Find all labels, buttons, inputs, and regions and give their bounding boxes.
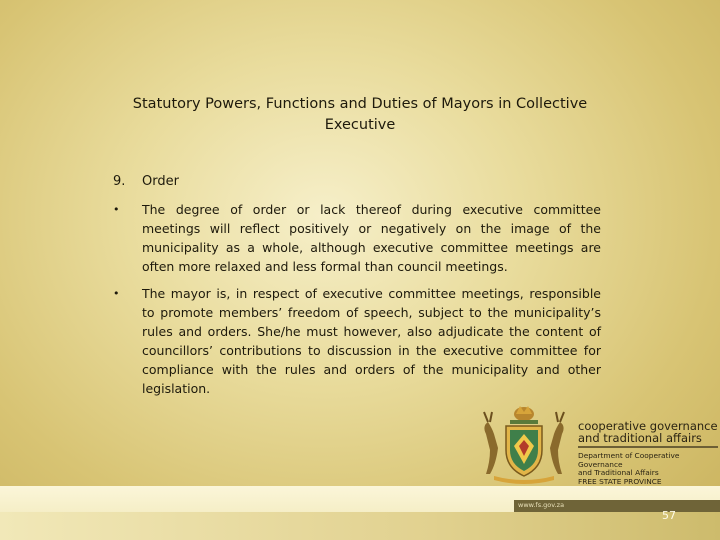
brand-line-2: and traditional affairs [578,431,702,445]
website-url: www.fs.gov.za [518,501,565,509]
section-title: Order [142,174,179,189]
bullet-item [113,284,601,398]
bullet-text: The mayor is, in respect of executive committee meetings, responsible to promote members’ freedom of speech, subject to the municipality’s rules and orders. She/he must however, also adjudicate the content of councillors’ contributions to discussion in the executive committee for compliance with the rules and orders of the municipality and other legislation. [142,286,601,396]
bullet-marker: • [113,287,120,300]
footer-strip [0,512,720,540]
bullet-text: The degree of order or lack thereof during executive committee meetings will reflect positively or negatively on the image of the municipality as a whole, although executive committee meetings are often more relaxed and less formal than council meetings. [142,202,601,274]
free-state-coat-of-arms-icon [476,404,572,484]
department-line-2: and Traditional Affairs [578,468,659,477]
slide-title: Statutory Powers, Functions and Duties of Mayors in Collective Executive [132,96,588,133]
department-logo [476,404,720,484]
bullet-item [113,200,601,276]
department-text [578,452,720,486]
department-line-3: FREE STATE PROVINCE [578,476,662,486]
brand-divider [578,446,718,448]
bullet-marker: • [113,203,120,216]
brand-line-1: cooperative governance [578,419,718,433]
section-heading [113,174,179,189]
section-number: 9. [113,174,126,189]
department-line-1: Department of Cooperative Governance [578,451,680,469]
brand-text [578,420,718,444]
page-number: 57 [662,509,676,522]
